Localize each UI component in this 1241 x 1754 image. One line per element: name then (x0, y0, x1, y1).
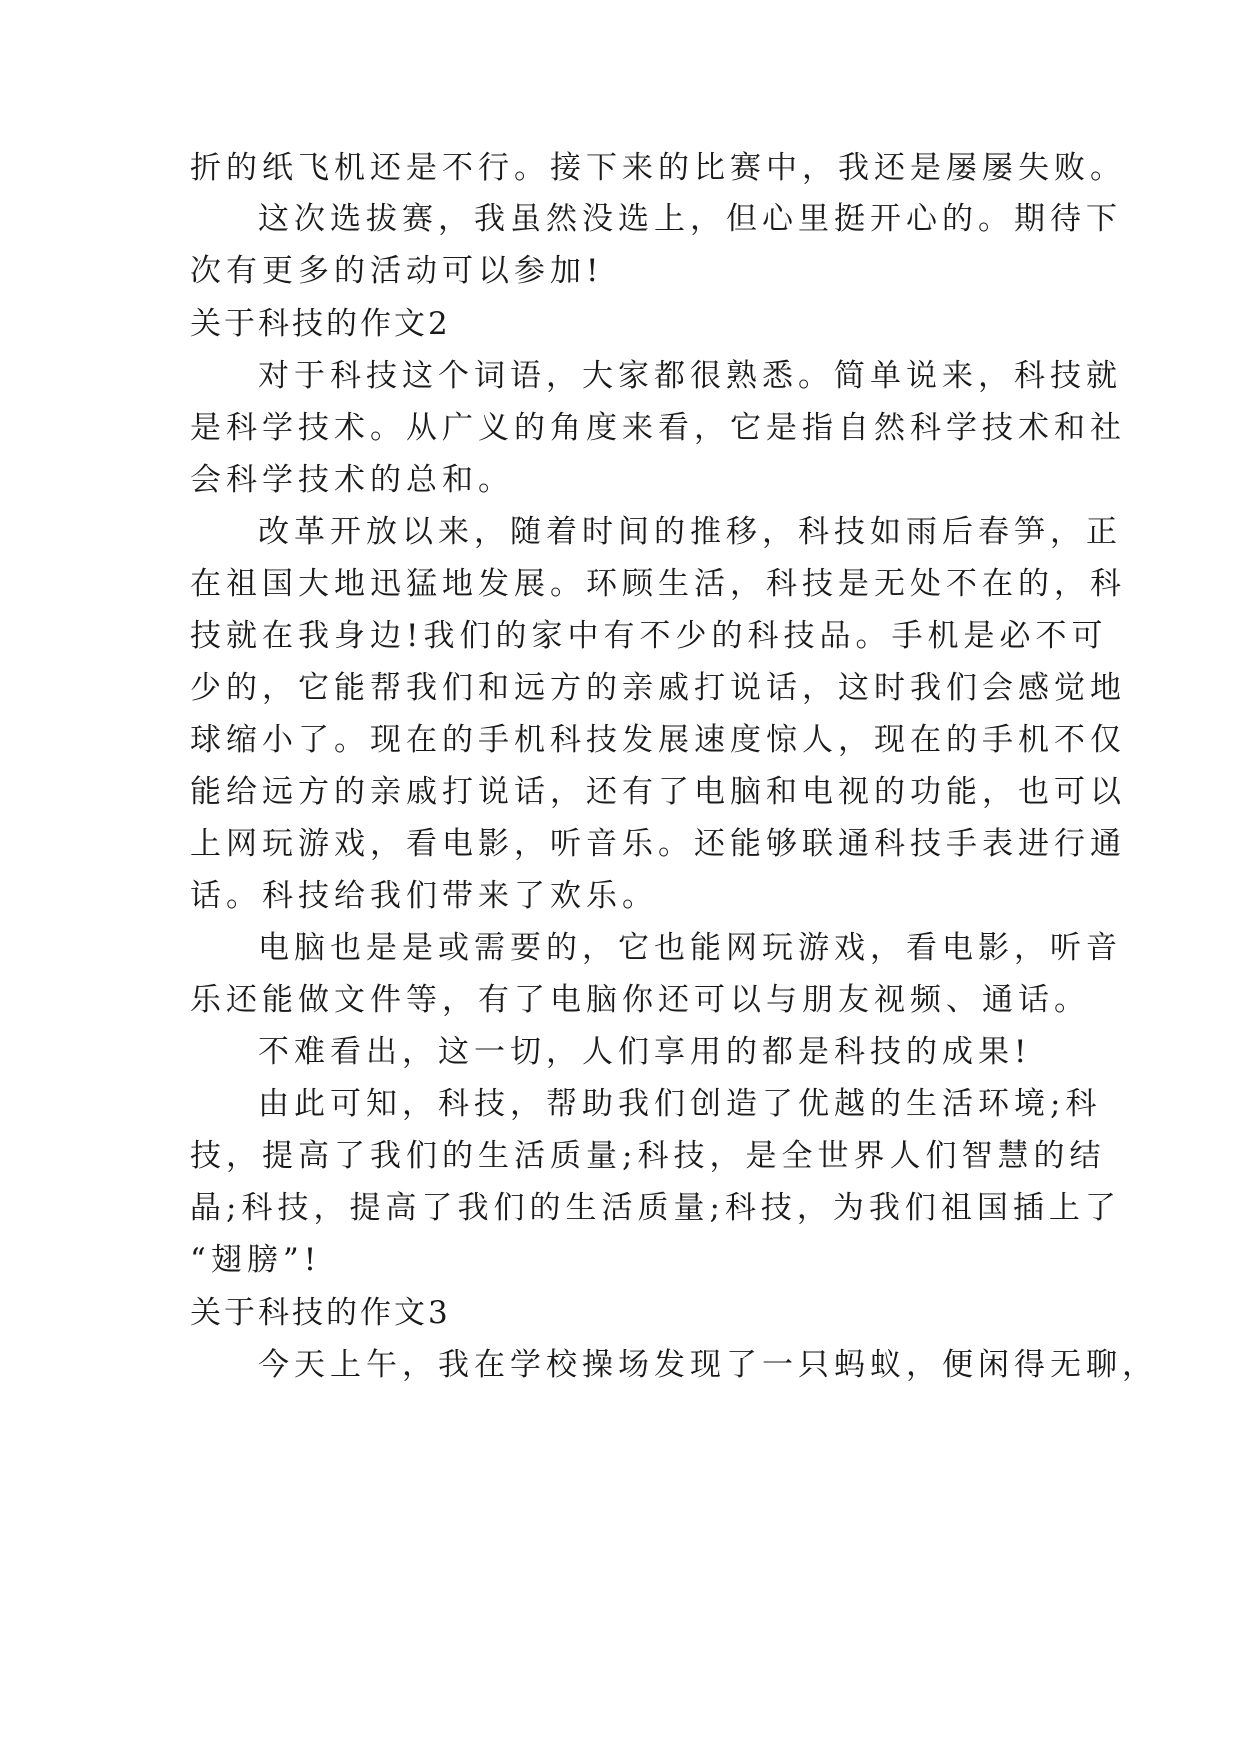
text-line: “翅膀”! (190, 1242, 322, 1278)
text-line: 少的，它能帮我们和远方的亲戚打说话，这时我们会感觉地 (190, 670, 1126, 706)
text-line: 乐还能做文件等，有了电脑你还可以与朋友视频、通话。 (190, 982, 1090, 1018)
text-line: 技，提高了我们的生活质量;科技，是全世界人们智慧的结 (190, 1138, 1106, 1174)
text-line: 技就在我身边!我们的家中有不少的科技品。手机是必不可 (190, 618, 1108, 654)
text-line: 是科学技术。从广义的角度来看，它是指自然科学技术和社 (190, 410, 1126, 446)
text-line: 球缩小了。现在的手机科技发展速度惊人，现在的手机不仅 (190, 722, 1126, 758)
text-line: 上网玩游戏，看电影，听音乐。还能够联通科技手表进行通 (190, 826, 1126, 862)
text-line: 折的纸飞机还是不行。接下来的比赛中，我还是屡屡失败。 (190, 150, 1126, 186)
text-line: 不难看出，这一切，人们享用的都是科技的成果! (258, 1034, 1032, 1070)
text-line: 由此可知，科技，帮助我们创造了优越的生活环境;科 (258, 1086, 1102, 1122)
text-line: 电脑也是是或需要的，它也能网玩游戏，看电影，听音 (258, 930, 1122, 966)
text-line: 晶;科技，提高了我们的生活质量;科技，为我们祖国插上了 (190, 1190, 1121, 1226)
text-line: 会科学技术的总和。 (190, 462, 514, 498)
text-line: 改革开放以来，随着时间的推移，科技如雨后春笋，正 (258, 514, 1122, 550)
section-heading: 关于科技的作文3 (190, 1295, 451, 1331)
text-line: 能给远方的亲戚打说话，还有了电脑和电视的功能，也可以 (190, 774, 1126, 810)
text-line: 对于科技这个词语，大家都很熟悉。简单说来，科技就 (258, 358, 1122, 394)
text-line: 话。科技给我们带来了欢乐。 (190, 878, 658, 914)
text-line: 次有更多的活动可以参加! (190, 253, 604, 289)
section-heading: 关于科技的作文2 (190, 306, 451, 342)
text-line: 今天上午，我在学校操场发现了一只蚂蚁，便闲得无聊， (258, 1347, 1158, 1383)
text-line: 在祖国大地迅猛地发展。环顾生活，科技是无处不在的，科 (190, 566, 1126, 602)
text-line: 这次选拔赛，我虽然没选上，但心里挺开心的。期待下 (258, 201, 1122, 237)
